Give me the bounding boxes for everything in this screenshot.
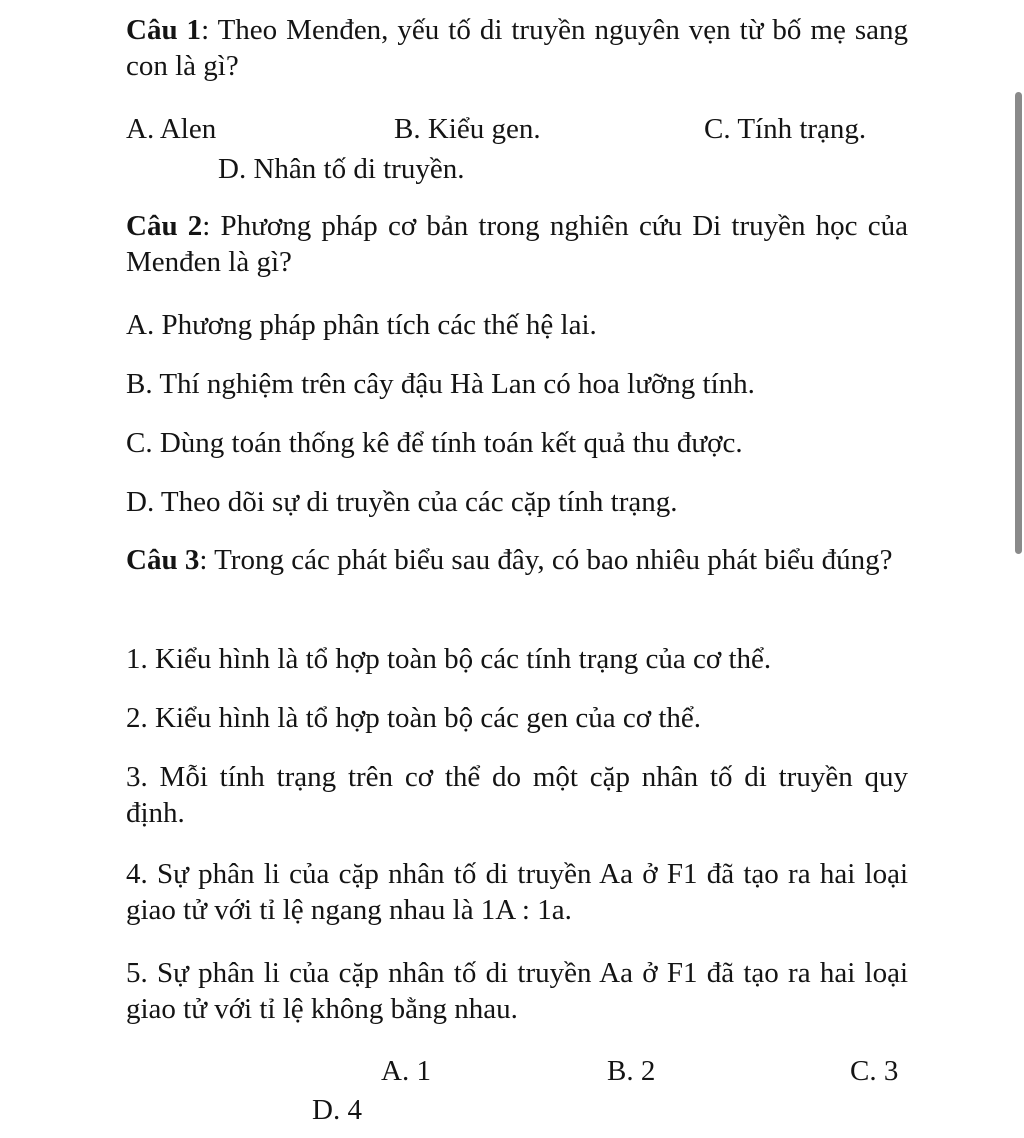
question-2-label: Câu 2 bbox=[126, 210, 203, 242]
q1-option-c: C. Tính trạng. bbox=[704, 113, 867, 145]
q2-option-d: D. Theo dõi sự di truyền của các cặp tính trạng. bbox=[126, 486, 678, 518]
question-2-text: : Phương pháp cơ bản trong nghiên cứu Di truyền học của Menđen là gì? bbox=[126, 210, 908, 278]
question-3-label: Câu 3 bbox=[126, 544, 200, 576]
question-3 bbox=[126, 542, 908, 578]
q3-statement-5: 5. Sự phân li của cặp nhân tố di truyền Aa ở F1 đã tạo ra hai loại giao tử với tỉ lệ không bằng nhau. bbox=[126, 957, 908, 1025]
q2-option-c: C. Dùng toán thống kê để tính toán kết quả thu được. bbox=[126, 427, 743, 459]
q3-statement-3: 3. Mỗi tính trạng trên cơ thể do một cặp nhân tố di truyền quy định. bbox=[126, 761, 908, 829]
q3-statement-4: 4. Sự phân li của cặp nhân tố di truyền Aa ở F1 đã tạo ra hai loại giao tử với tỉ lệ ngang nhau là 1A : 1a. bbox=[126, 858, 908, 926]
question-1-label: Câu 1 bbox=[126, 14, 202, 46]
q3-option-a: A. 1 bbox=[381, 1055, 431, 1087]
q3-statement-2: 2. Kiểu hình là tổ hợp toàn bộ các gen của cơ thể. bbox=[126, 702, 702, 734]
q1-option-b: B. Kiểu gen. bbox=[394, 113, 541, 145]
vertical-scrollbar[interactable] bbox=[1015, 92, 1022, 554]
question-3-text: : Trong các phát biểu sau đây, có bao nhiêu phát biểu đúng? bbox=[199, 544, 893, 576]
q2-option-a: A. Phương pháp phân tích các thế hệ lai. bbox=[126, 309, 597, 341]
q1-option-a: A. Alen bbox=[126, 113, 217, 145]
q3-statement-1: 1. Kiểu hình là tổ hợp toàn bộ các tính trạng của cơ thể. bbox=[126, 643, 772, 675]
q3-option-d: D. 4 bbox=[312, 1094, 362, 1126]
q3-option-c: C. 3 bbox=[850, 1055, 899, 1087]
question-1-text: : Theo Menđen, yếu tố di truyền nguyên vẹn từ bố mẹ sang con là gì? bbox=[126, 14, 908, 82]
q2-option-b: B. Thí nghiệm trên cây đậu Hà Lan có hoa lưỡng tính. bbox=[126, 368, 755, 400]
question-2 bbox=[126, 208, 908, 280]
question-1 bbox=[126, 12, 908, 84]
q1-option-d: D. Nhân tố di truyền. bbox=[218, 153, 465, 185]
q3-option-b: B. 2 bbox=[607, 1055, 656, 1087]
